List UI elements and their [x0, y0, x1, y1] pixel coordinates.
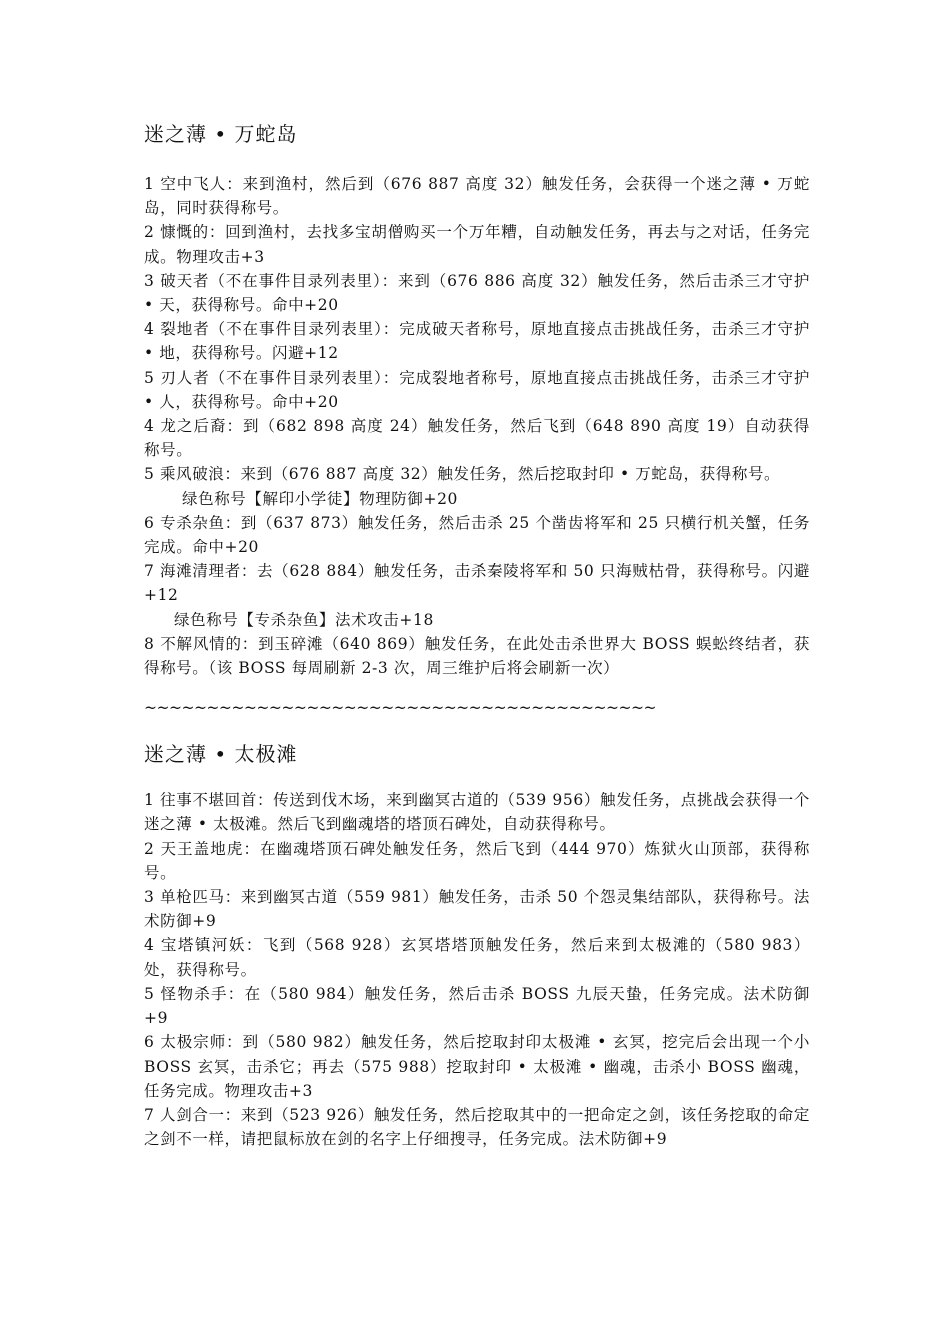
- paragraph: 7 人剑合一：来到（523 926）触发任务，然后挖取其中的一把命定之剑，该任务挖取的命定之剑不一样，请把鼠标放在剑的名字上仔细搜寻，任务完成。法术防御+9: [144, 1105, 810, 1149]
- paragraph: 8 不解风情的：到玉碎滩（640 869）触发任务，在此处击杀世界大 BOSS 蜈蚣终结者，获得称号。（该 BOSS 每周刷新 2-3 次，周三维护后将会刷新一次）: [144, 634, 810, 678]
- section-wanshedao: [144, 118, 810, 680]
- paragraph: 4 龙之后裔：到（682 898 高度 24）触发任务，然后飞到（648 890 高度 19）自动获得称号。: [144, 417, 810, 460]
- tilde-divider: ~~~~~~~~~~~~~~~~~~~~~~~~~~~~~~~~~~~~~~~~~: [144, 699, 656, 718]
- paragraph: 2 慷慨的：回到渔村，去找多宝胡僧购买一个万年糟，自动触发任务，再去与之对话，任务完成。物理攻击+3: [144, 223, 810, 266]
- paragraph: 3 破天者（不在事件目录列表里）：来到（676 886 高度 32）触发任务，然后击杀三才守护 • 天，获得称号。命中+20: [144, 271, 810, 315]
- paragraph: 6 专杀杂鱼：到（637 873）触发任务，然后击杀 25 个凿齿将军和 25 只横行机关蟹，任务完成。命中+20: [144, 513, 810, 557]
- paragraph: 1 往事不堪回首：传送到伐木场，来到幽冥古道的（539 956）触发任务，点挑战会获得一个迷之薄 • 太极滩。然后飞到幽魂塔的塔顶石碑处，自动获得称号。: [144, 791, 810, 834]
- section-title: 迷之薄 • 万蛇岛: [144, 122, 298, 146]
- paragraph: 5 刃人者（不在事件目录列表里）：完成裂地者称号，原地直接点击挑战任务，击杀三才守护 • 人，获得称号。命中+20: [144, 368, 810, 411]
- section-taijitan: [144, 738, 810, 1151]
- paragraph: 4 裂地者（不在事件目录列表里）：完成破天者称号，原地直接点击挑战任务，击杀三才守护 • 地，获得称号。闪避+12: [144, 320, 810, 363]
- paragraph: 2 天王盖地虎：在幽魂塔顶石碑处触发任务，然后飞到（444 970）炼狱火山顶部，获得称号。: [144, 839, 810, 882]
- paragraph: 6 太极宗师：到（580 982）触发任务，然后挖取封印太极滩 • 玄冥，挖完后会出现一个小 BOSS 玄冥，击杀它；再去（575 988）挖取封印 • 太极滩 • 幽魂，击杀小 BOSS 幽魂，任务完成。物理攻击+3: [144, 1033, 810, 1100]
- paragraph: 3 单枪匹马：来到幽冥古道（559 981）触发任务，击杀 50 个怨灵集结部队，获得称号。法术防御+9: [144, 888, 810, 931]
- paragraph: 5 乘风破浪：来到（676 887 高度 32）触发任务，然后挖取封印 • 万蛇岛，获得称号。: [144, 465, 781, 484]
- section-title: 迷之薄 • 太极滩: [144, 742, 298, 767]
- reward-note: 绿色称号【解印小学徒】物理防御+20: [182, 489, 459, 508]
- paragraph: 1 空中飞人：来到渔村，然后到（676 887 高度 32）触发任务，会获得一个迷之薄 • 万蛇岛，同时获得称号。: [144, 175, 810, 218]
- paragraph: 7 海滩清理者：去（628 884）触发任务，击杀秦陵将军和 50 只海贼枯骨，获得称号。闪避+12: [144, 562, 810, 605]
- document-content: [144, 118, 810, 1151]
- paragraph: 4 宝塔镇河妖：飞到（568 928）玄冥塔塔顶触发任务，然后来到太极滩的（580 983）处，获得称号。: [144, 936, 810, 979]
- paragraph: 5 怪物杀手：在（580 984）触发任务，然后击杀 BOSS 九辰天蛰，任务完成。法术防御+9: [144, 984, 810, 1028]
- reward-note: 绿色称号【专杀杂鱼】法术攻击+18: [174, 610, 434, 629]
